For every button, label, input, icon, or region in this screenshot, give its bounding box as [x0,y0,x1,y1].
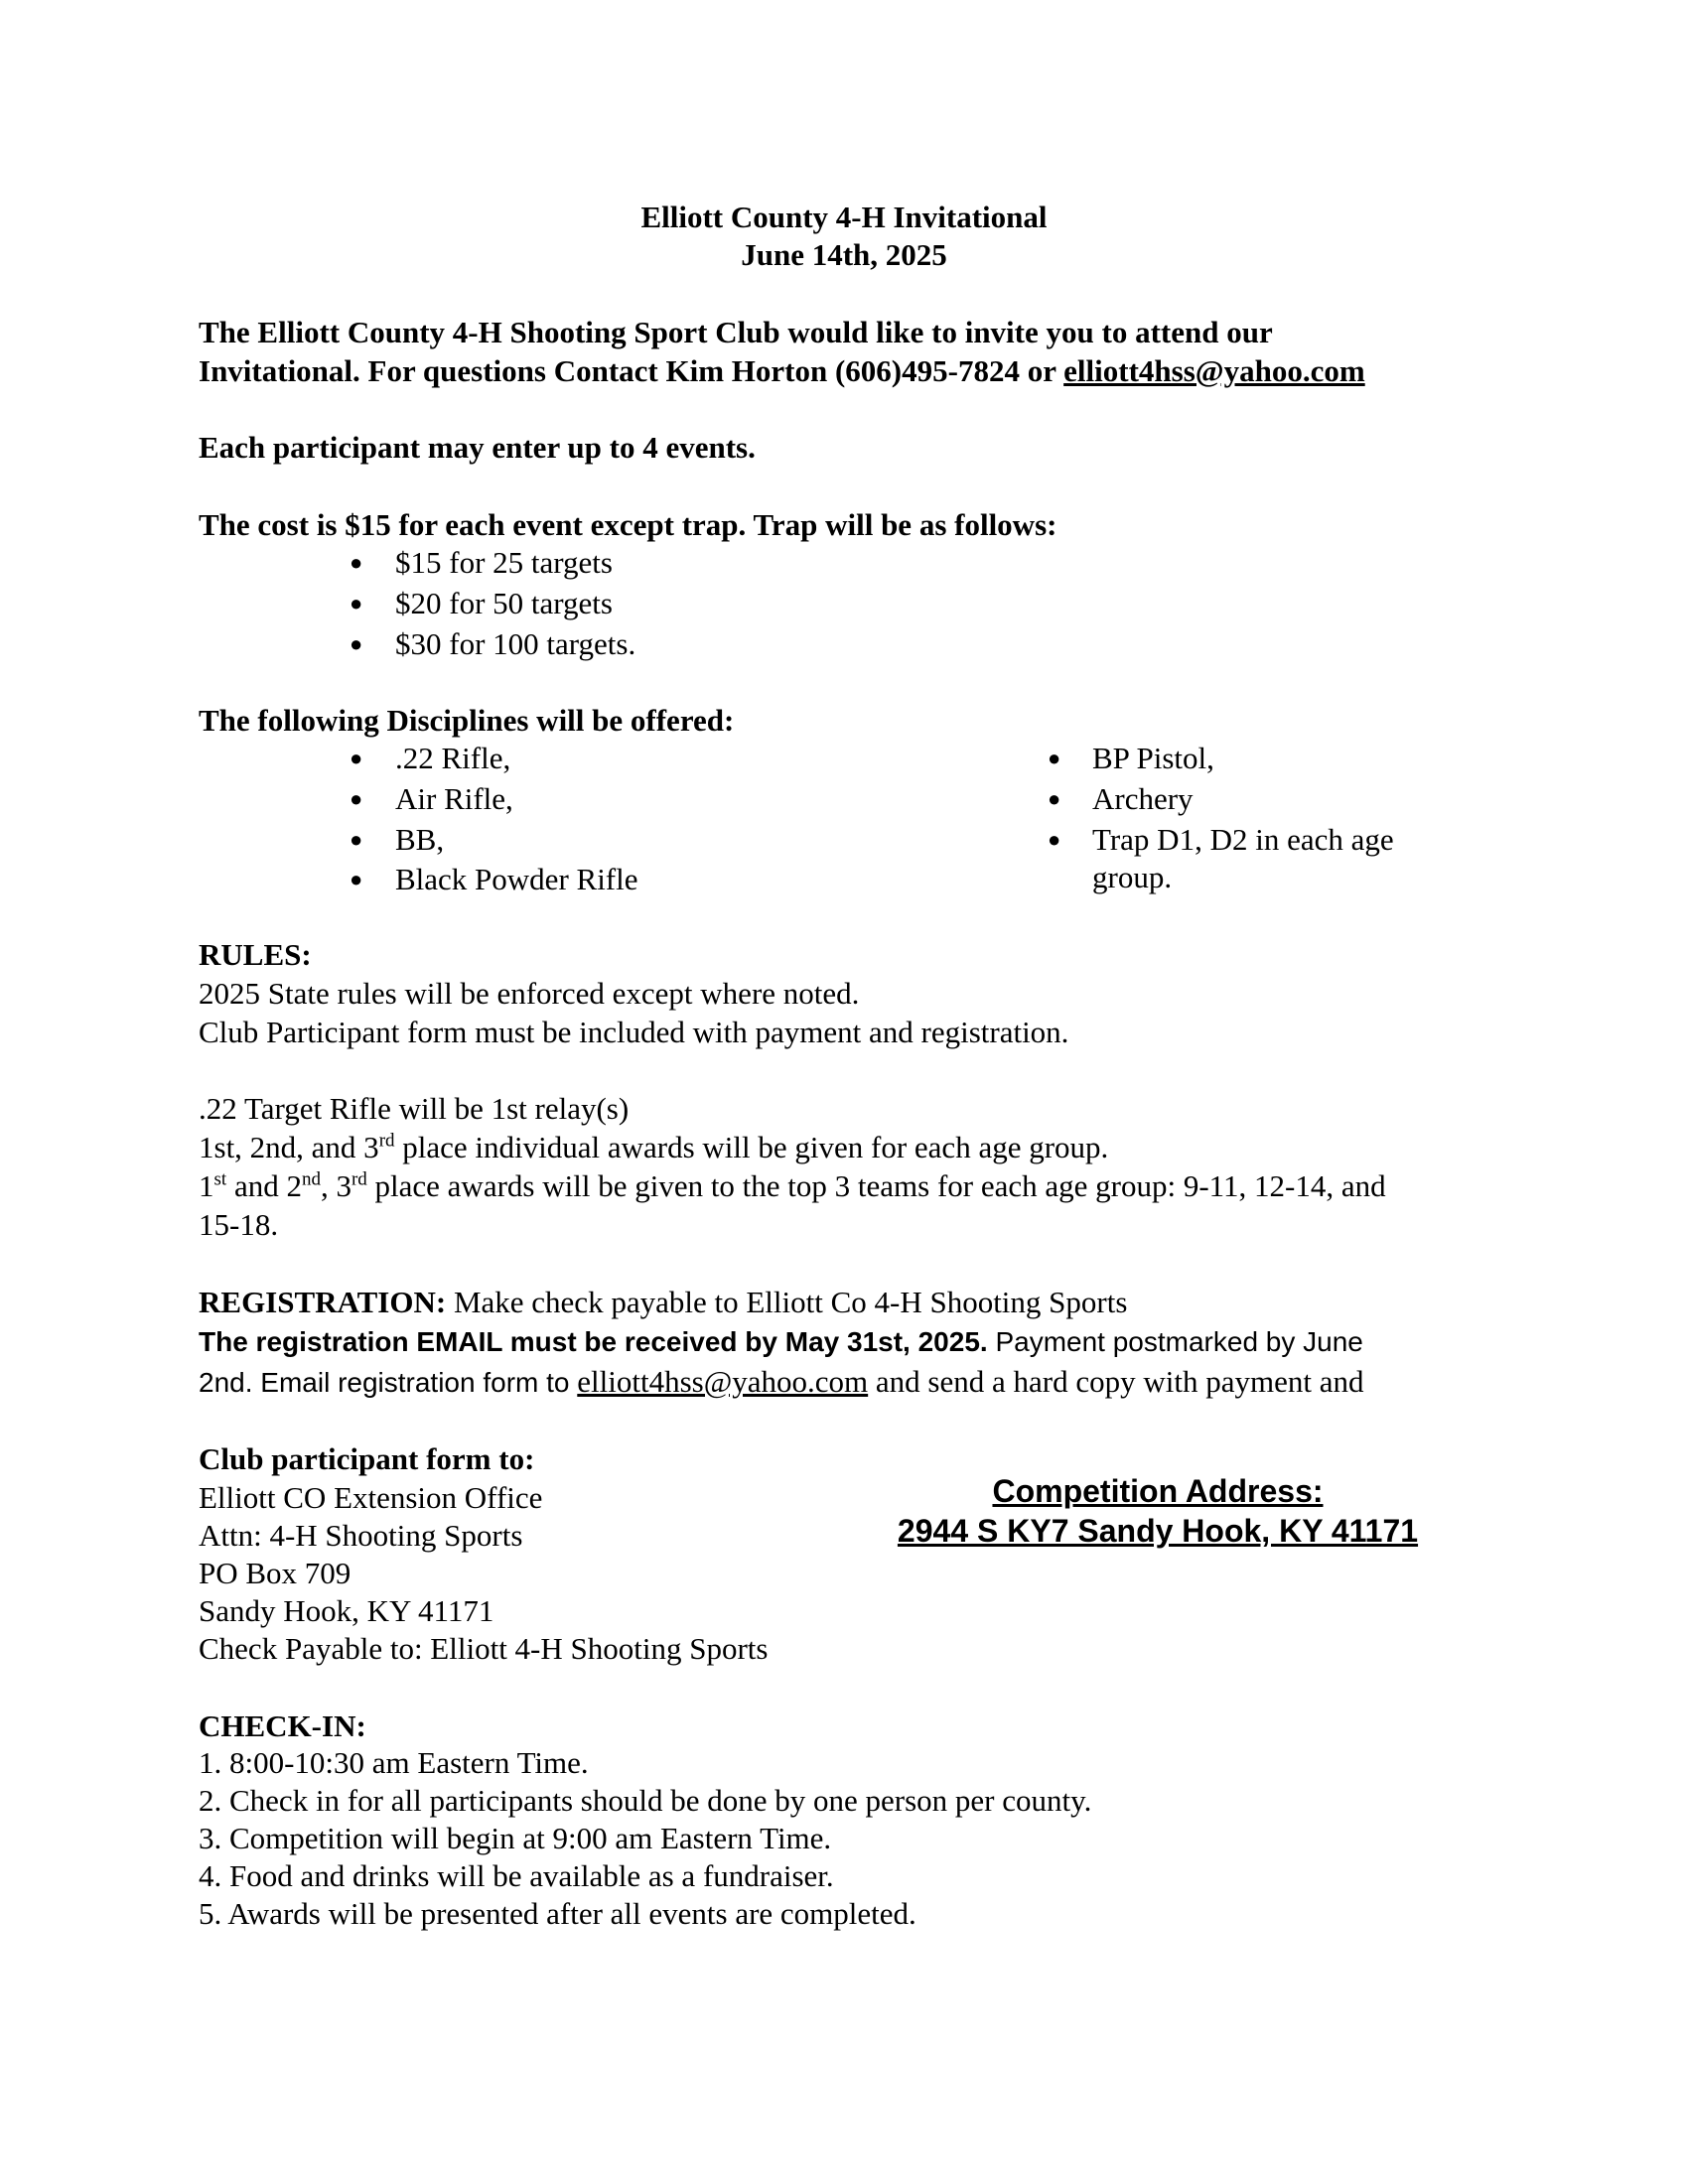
discipline-item: Air Rifle, [395,781,513,816]
rules-text: 1st, 2nd, and 3 [199,1130,379,1164]
bullet-icon: ● [1048,746,1061,770]
discipline-item: BB, [395,822,445,857]
mailing-heading: Club participant form to: [199,1441,535,1476]
discipline-item: Black Powder Rifle [395,862,638,896]
discipline-item: BP Pistol, [1092,741,1214,775]
bullet-icon: ● [350,591,363,615]
bullet-icon: ● [350,827,363,852]
competition-address-label: Competition Address: [992,1473,1324,1509]
registration-text: Make check payable to Elliott Co 4-H Shooting Sports [446,1285,1128,1319]
bullet-icon: ● [1048,786,1061,811]
cost-heading: The cost is $15 for each event except trap. Trap will be as follows: [199,507,1057,542]
bullet-icon: ● [350,631,363,656]
rules-text: place individual awards will be given for each age group. [394,1130,1109,1164]
registration-text: and send a hard copy with payment and [868,1364,1364,1399]
registration-deadline [199,1323,1363,1361]
discipline-item-continued: group. [1092,860,1173,894]
events-limit: Each participant may enter up to 4 events. [199,430,756,465]
intro-line-1: The Elliott County 4-H Shooting Sport Club would like to invite you to attend our [199,315,1273,349]
rules-awards-team [199,1167,1386,1205]
rules-text: 1 [199,1168,214,1203]
event-date: June 14th, 2025 [741,237,947,272]
intro-email-link[interactable]: elliott4hss@yahoo.com [1063,353,1365,388]
ordinal-suffix: st [213,1168,227,1190]
page-title: Elliott County 4-H Invitational [640,200,1048,234]
mailing-line: PO Box 709 [199,1556,352,1590]
rules-line: 15-18. [199,1207,279,1242]
rules-line: .22 Target Rifle will be 1st relay(s) [199,1091,630,1126]
registration-deadline-rest: Payment postmarked by June [987,1326,1363,1357]
intro-line-2 [199,352,1365,390]
registration-line [199,1284,1127,1321]
intro-contact-text: Invitational. For questions Contact Kim Horton (606)495-7824 or [199,353,1064,388]
cost-item: $15 for 25 targets [395,545,613,580]
registration-deadline-bold: The registration EMAIL must be received by May 31st, 2025. [199,1326,988,1357]
competition-address: 2944 S KY7 Sandy Hook, KY 41171 [897,1513,1419,1549]
cost-item: $20 for 50 targets [395,586,613,620]
mailing-line: Sandy Hook, KY 41171 [199,1593,494,1628]
checkin-heading: CHECK-IN: [199,1708,366,1743]
ordinal-suffix: rd [378,1130,395,1152]
checkin-item: 5. Awards will be presented after all events are completed. [199,1896,916,1931]
rules-awards-individual [199,1129,1108,1166]
mailing-line: Elliott CO Extension Office [199,1480,543,1515]
bullet-icon: ● [350,746,363,770]
checkin-item: 1. 8:00-10:30 am Eastern Time. [199,1745,589,1780]
discipline-item: Archery [1092,781,1194,816]
bullet-icon: ● [1048,827,1061,852]
checkin-item: 3. Competition will begin at 9:00 am Eastern Time. [199,1821,832,1855]
discipline-item: Trap D1, D2 in each age [1092,822,1394,857]
registration-email-line [199,1363,1363,1402]
discipline-item: .22 Rifle, [395,741,511,775]
rules-text: place awards will be given to the top 3 teams for each age group: 9-11, 12-14, and [366,1168,1386,1203]
ordinal-suffix: nd [301,1168,321,1190]
disciplines-heading: The following Disciplines will be offered: [199,703,735,738]
bullet-icon: ● [350,786,363,811]
rules-text: and 2 [226,1168,302,1203]
checkin-item: 2. Check in for all participants should be done by one person per county. [199,1783,1092,1818]
rules-line: Club Participant form must be included with payment and registration. [199,1015,1069,1049]
bullet-icon: ● [350,867,363,891]
registration-label: REGISTRATION: [199,1285,447,1319]
cost-item: $30 for 100 targets. [395,626,636,661]
rules-heading: RULES: [199,937,312,972]
ordinal-suffix: rd [351,1168,367,1190]
mailing-line: Attn: 4-H Shooting Sports [199,1518,523,1553]
rules-line: 2025 State rules will be enforced except where noted. [199,976,860,1011]
mailing-line: Check Payable to: Elliott 4-H Shooting Sports [199,1631,769,1666]
rules-text: , 3 [320,1168,352,1203]
registration-text: 2nd. Email registration form to [199,1367,578,1398]
bullet-icon: ● [350,550,363,575]
checkin-item: 4. Food and drinks will be available as a fundraiser. [199,1858,834,1893]
registration-email-link[interactable]: elliott4hss@yahoo.com [577,1364,869,1399]
